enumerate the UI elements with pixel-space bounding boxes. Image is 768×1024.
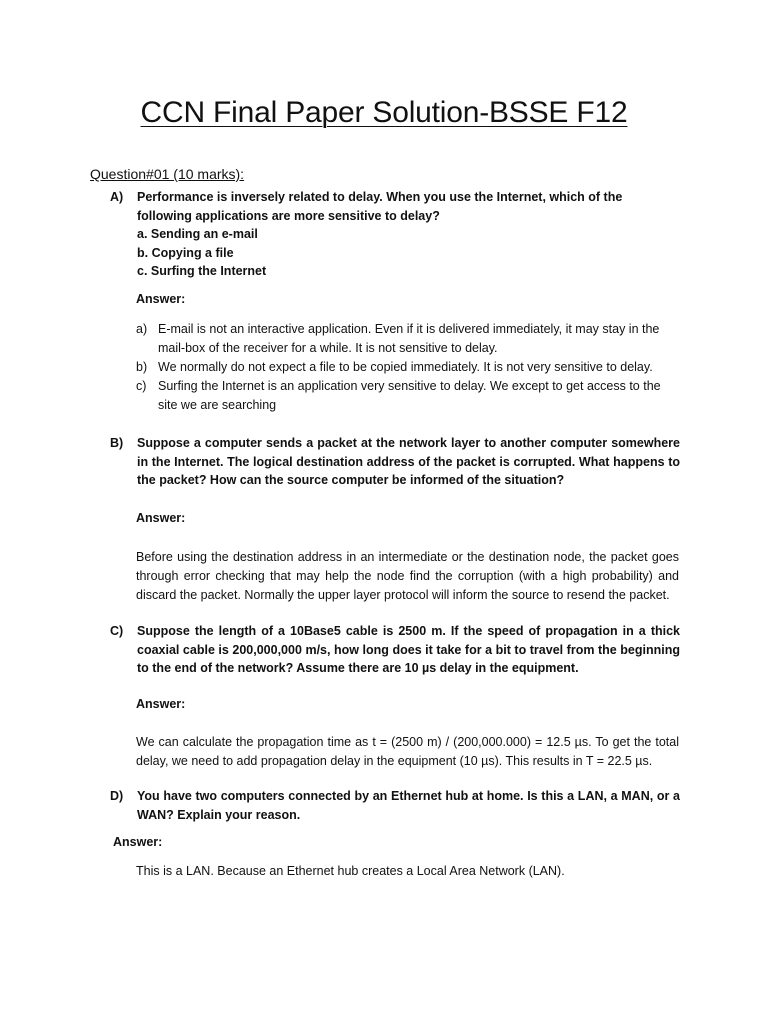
question-letter: D) — [110, 789, 124, 803]
question-text: You have two computers connected by an Ethernet hub at home. Is this a LAN, a MAN, or a WAN? Explain your reason. — [137, 789, 680, 822]
answer-label: Answer: — [136, 511, 186, 525]
answer-marker: a) — [136, 322, 148, 336]
question-text: Suppose a computer sends a packet at the network layer to another computer somewhere in the Internet. The logical destination address of the packet is corrupted. What happens to the packet? How can the source computer be informed of the situation? — [137, 436, 680, 487]
answer-paragraph: Before using the destination address in an intermediate or the destination node, the packet goes through error checking that may help the node find the corruption (with a high probability) and discard the packet. Normally the upper layer protocol will inform the source to resend the packet. — [136, 550, 679, 602]
answer-list — [136, 320, 679, 415]
answer-text: Surfing the Internet is an application very sensitive to delay. We except to get access to the site we are searching — [158, 379, 661, 412]
answer-text: E-mail is not an interactive application. Even if it is delivered immediately, it may stay in the mail-box of the receiver for a while. It is not sensitive to delay. — [158, 322, 660, 355]
question-letter: A) — [110, 190, 124, 204]
question-letter: C) — [110, 624, 124, 638]
question-letter: B) — [110, 436, 124, 450]
option-item: c. Surfing the Internet — [137, 264, 267, 278]
question-text: Suppose the length of a 10Base5 cable is 2500 m. If the speed of propagation in a thick coaxial cable is 200,000,000 m/s, how long does it take for a bit to travel from the beginning to the end of the network? Assume there are 10 µs delay in the equipment. — [137, 624, 680, 675]
answer-label: Answer: — [136, 292, 186, 306]
question-text: Performance is inversely related to delay. When you use the Internet, which of the following applications are more sensitive to delay? — [137, 190, 623, 223]
answer-item — [136, 320, 679, 358]
answer-paragraph: This is a LAN. Because an Ethernet hub creates a Local Area Network (LAN). — [136, 864, 565, 878]
answer-marker: b) — [136, 360, 148, 374]
question-b — [110, 434, 680, 490]
question-heading: Question#01 (10 marks): — [90, 166, 245, 182]
option-item: a. Sending an e-mail — [137, 227, 258, 241]
answer-marker: c) — [136, 379, 147, 393]
question-a — [110, 188, 680, 281]
answer-item — [136, 358, 679, 377]
option-item: b. Copying a file — [137, 245, 234, 260]
answer-item — [136, 377, 679, 415]
answer-label: Answer: — [136, 697, 186, 711]
answer-label: Answer: — [113, 835, 163, 849]
question-c — [110, 622, 680, 678]
answer-paragraph: We can calculate the propagation time as t = (2500 m) / (200,000.000) = 12.5 µs. To get the total delay, we need to add propagation delay in the equipment (10 µs). This results in T = 22.5 µs. — [136, 735, 679, 768]
option-list — [137, 225, 680, 281]
answer-text: We normally do not expect a file to be copied immediately. It is not very sensitive to delay. — [158, 360, 653, 374]
question-d — [110, 787, 680, 824]
document-title: CCN Final Paper Solution-BSSE F12 — [140, 96, 628, 129]
